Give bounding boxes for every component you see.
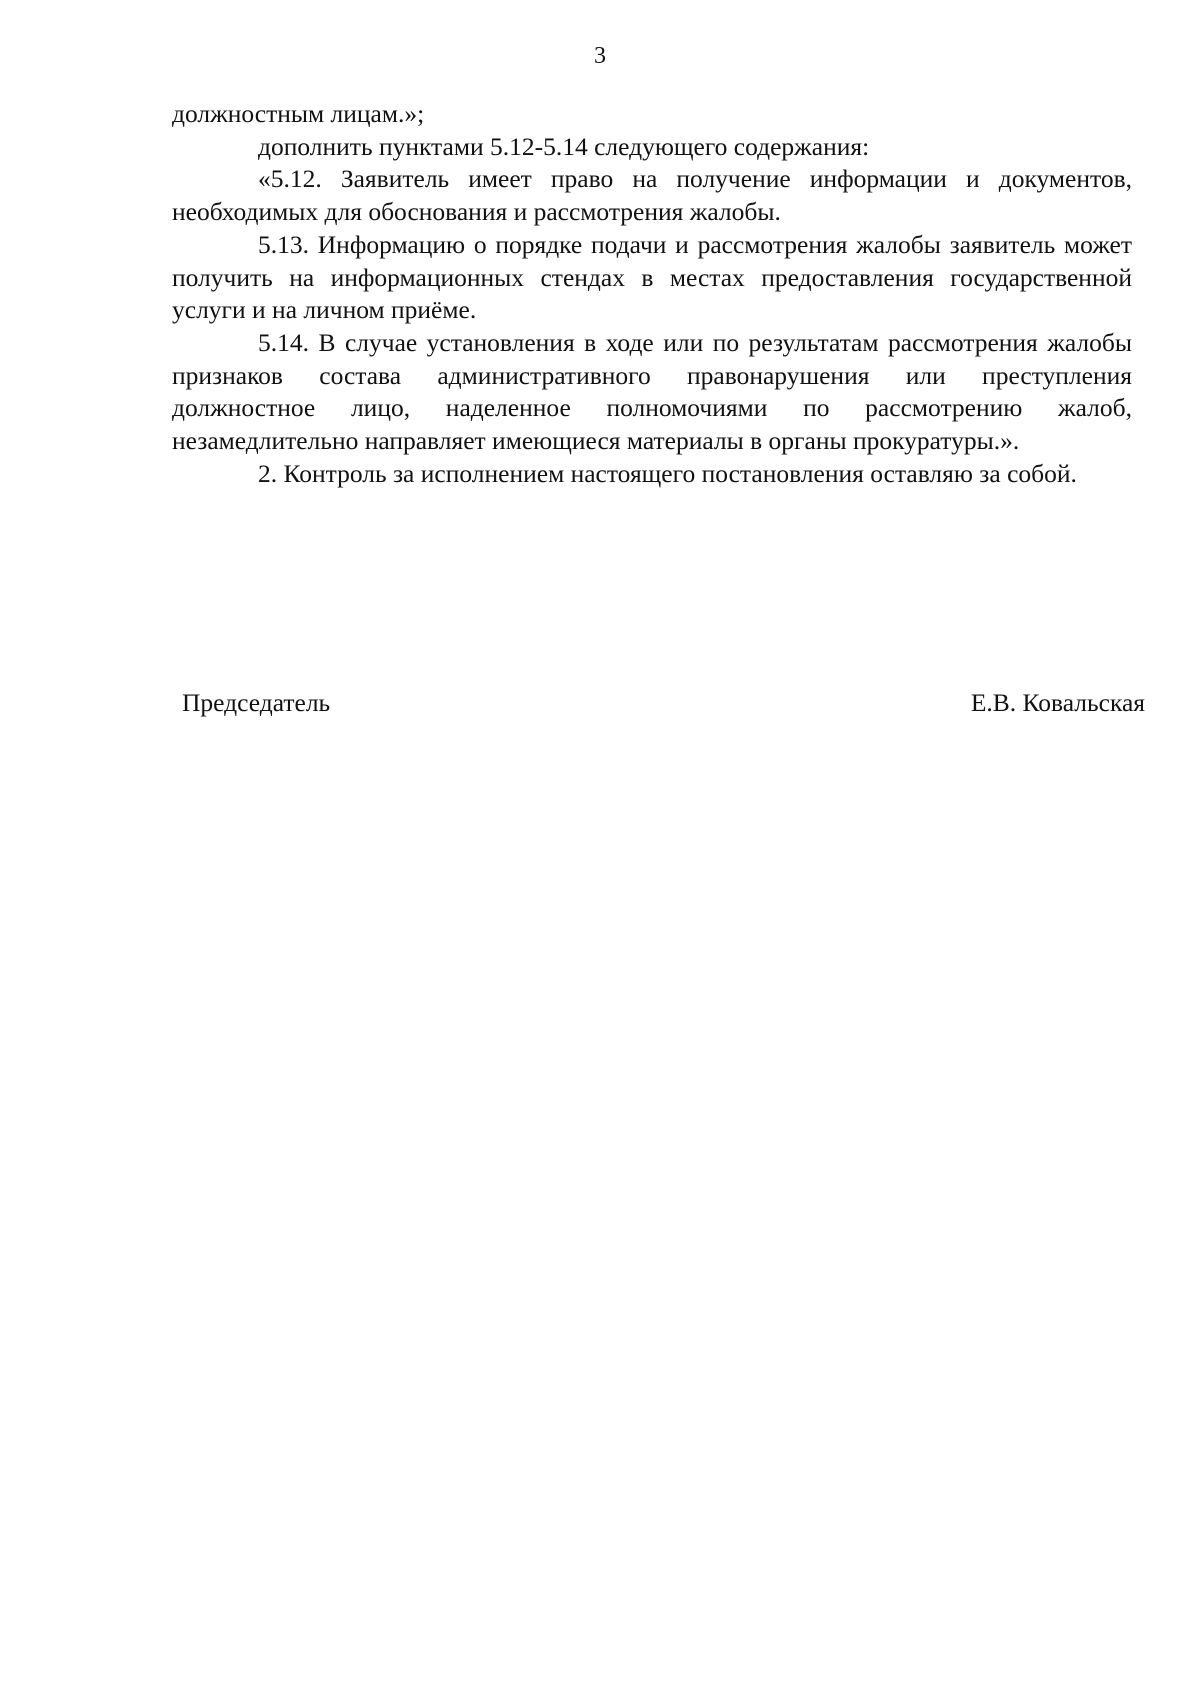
- paragraph-clause-5-12: «5.12. Заявитель имеет право на получение информации и документов, необходимых для обоснования и рассмотрения жалобы.: [172, 164, 1132, 227]
- paragraph-clause-5-13: 5.13. Информацию о порядке подачи и рассмотрения жалобы заявитель может получить на информационных стендах в местах предоставления государственной услуги и на личном приёме.: [172, 229, 1132, 325]
- paragraph-amendment-intro: дополнить пунктами 5.12-5.14 следующего содержания:: [258, 131, 870, 161]
- paragraph-continuation: должностным лицам.»;: [172, 99, 425, 128]
- paragraph-clause-5-14: 5.14. В случае установления в ходе или по результатам рассмотрения жалобы признаков состава административного правонарушения или преступления должностное лицо, наделенное полномочиями по рассмотрению жалоб, незамедлительно направляет имеющиеся материалы в органы прокуратуры.».: [172, 327, 1132, 456]
- signatory-position: Председатель: [182, 688, 331, 717]
- page-number: 3: [594, 43, 606, 69]
- signatory-name: Е.В. Ковальская: [970, 688, 1145, 717]
- signature-block: [182, 687, 1145, 719]
- document-body: [172, 98, 1132, 490]
- paragraph-control-clause: 2. Контроль за исполнением настоящего постановления оставляю за собой.: [258, 458, 1077, 488]
